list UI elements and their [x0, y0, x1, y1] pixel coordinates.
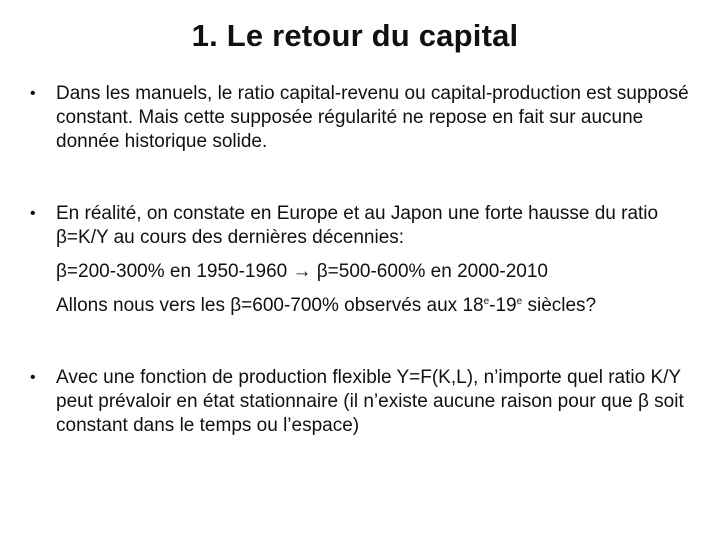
bullet-subline-question	[56, 294, 708, 318]
bullet-dot-icon: •	[30, 369, 36, 386]
superscript-e: e	[516, 296, 523, 307]
bullet-list	[30, 82, 708, 438]
bullet-dot-icon: •	[30, 85, 36, 102]
bullet-subline-beta-range: β=200-300% en 1950-1960 → β=500-600% en 2000-2010	[56, 261, 548, 282]
bullet-text: En réalité, on constate en Europe et au Japon une forte hausse du ratio β=K/Y au cours des dernières décennies:	[56, 203, 659, 248]
question-text-part: -19	[489, 295, 517, 316]
question-text-part: siècles?	[522, 295, 597, 316]
bullet-item-flexible-production	[30, 366, 708, 438]
bullet-text: Avec une fonction de production flexible Y=F(K,L), n’importe quel ratio K/Y peut prévaloir en état stationnaire (il n’existe aucune raison pour que β soit constant dans le temps ou l’espace)	[56, 367, 684, 436]
bullet-dot-icon: •	[30, 205, 36, 222]
bullet-text: Dans les manuels, le ratio capital-revenu ou capital-production est supposé constant. Mais cette supposée régularité ne repose en fait sur aucune donnée historique solide.	[56, 83, 689, 152]
question-text-part: Allons nous vers les β=600-700% observés aux 18	[56, 295, 484, 316]
bullet-item-assumption	[30, 82, 708, 154]
bullet-item-reality	[30, 202, 708, 318]
superscript-e: e	[483, 296, 490, 307]
slide-title: 1. Le retour du capital	[191, 18, 519, 53]
